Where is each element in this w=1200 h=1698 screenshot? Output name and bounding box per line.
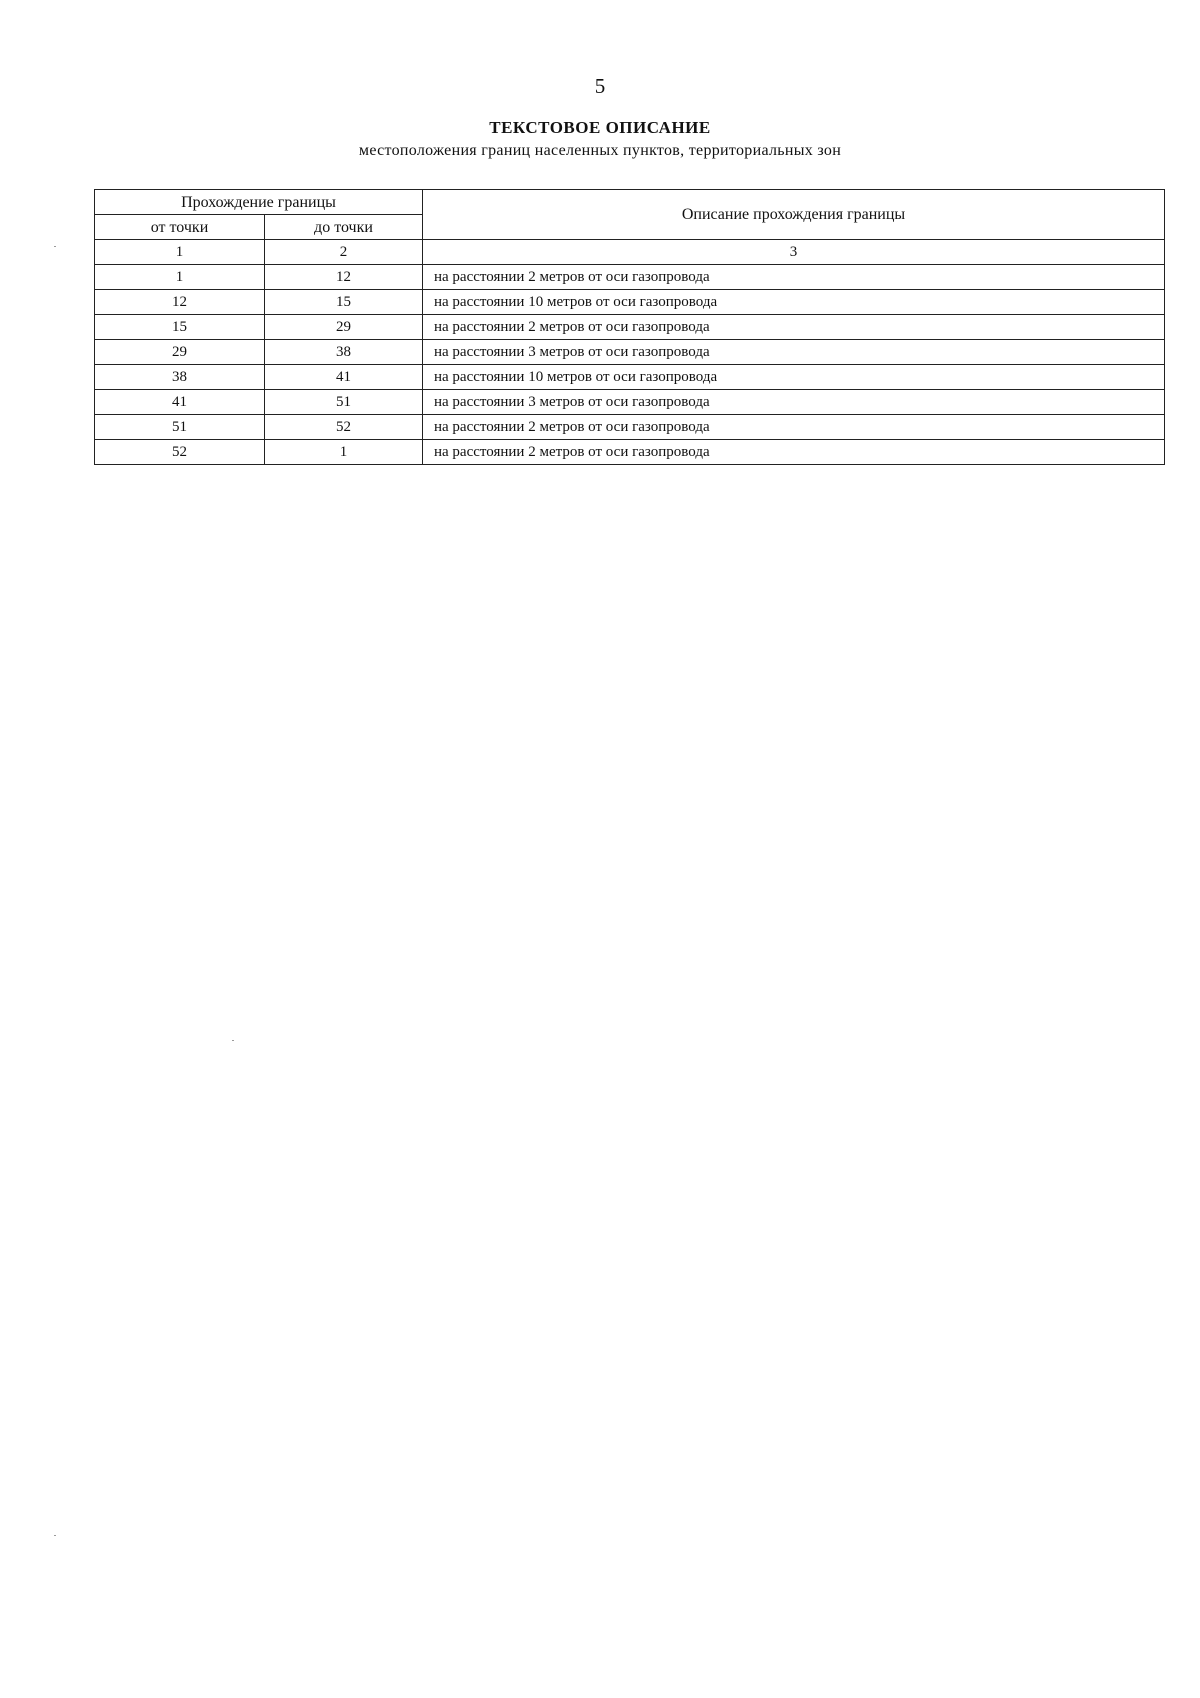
column-number-3: 3 — [423, 240, 1165, 265]
header-boundary-passage: Прохождение границы — [95, 190, 423, 215]
header-boundary-description: Описание прохождения границы — [423, 190, 1165, 240]
from-point-cell: 15 — [95, 315, 265, 340]
description-cell: на расстоянии 10 метров от оси газопровода — [423, 290, 1165, 315]
description-cell: на расстоянии 2 метров от оси газопровода — [423, 315, 1165, 340]
table-row — [95, 265, 1165, 290]
column-number-2: 2 — [265, 240, 423, 265]
table-row — [95, 390, 1165, 415]
from-point-cell: 12 — [95, 290, 265, 315]
description-cell: на расстоянии 2 метров от оси газопровода — [423, 415, 1165, 440]
to-point-cell: 29 — [265, 315, 423, 340]
description-cell: на расстоянии 3 метров от оси газопровода — [423, 390, 1165, 415]
column-number-1: 1 — [95, 240, 265, 265]
to-point-cell: 52 — [265, 415, 423, 440]
from-point-cell: 29 — [95, 340, 265, 365]
table-body — [95, 265, 1165, 465]
table-row — [95, 415, 1165, 440]
scan-speck — [232, 1040, 234, 1041]
table-header-row-1 — [95, 190, 1165, 215]
to-point-cell: 51 — [265, 390, 423, 415]
table-header — [95, 190, 1165, 265]
from-point-cell: 51 — [95, 415, 265, 440]
to-point-cell: 15 — [265, 290, 423, 315]
table-row — [95, 365, 1165, 390]
scan-speck — [54, 246, 56, 247]
from-point-cell: 52 — [95, 440, 265, 465]
table-row — [95, 440, 1165, 465]
from-point-cell: 41 — [95, 390, 265, 415]
to-point-cell: 38 — [265, 340, 423, 365]
from-point-cell: 1 — [95, 265, 265, 290]
document-subtitle: местоположения границ населенных пунктов, территориальных зон — [358, 142, 842, 159]
header-from-point: от точки — [95, 215, 265, 240]
table-row — [95, 290, 1165, 315]
description-cell: на расстоянии 3 метров от оси газопровода — [423, 340, 1165, 365]
description-cell: на расстоянии 2 метров от оси газопровода — [423, 440, 1165, 465]
to-point-cell: 12 — [265, 265, 423, 290]
header-to-point: до точки — [265, 215, 423, 240]
to-point-cell: 41 — [265, 365, 423, 390]
page-number: 5 — [594, 74, 606, 98]
table-row — [95, 340, 1165, 365]
to-point-cell: 1 — [265, 440, 423, 465]
boundary-description-table — [94, 189, 1165, 465]
column-numbers-row — [95, 240, 1165, 265]
description-cell: на расстоянии 2 метров от оси газопровода — [423, 265, 1165, 290]
table-row — [95, 315, 1165, 340]
from-point-cell: 38 — [95, 365, 265, 390]
description-cell: на расстоянии 10 метров от оси газопровода — [423, 365, 1165, 390]
scan-speck — [54, 1535, 56, 1536]
document-title: ТЕКСТОВОЕ ОПИСАНИЕ — [489, 118, 711, 137]
